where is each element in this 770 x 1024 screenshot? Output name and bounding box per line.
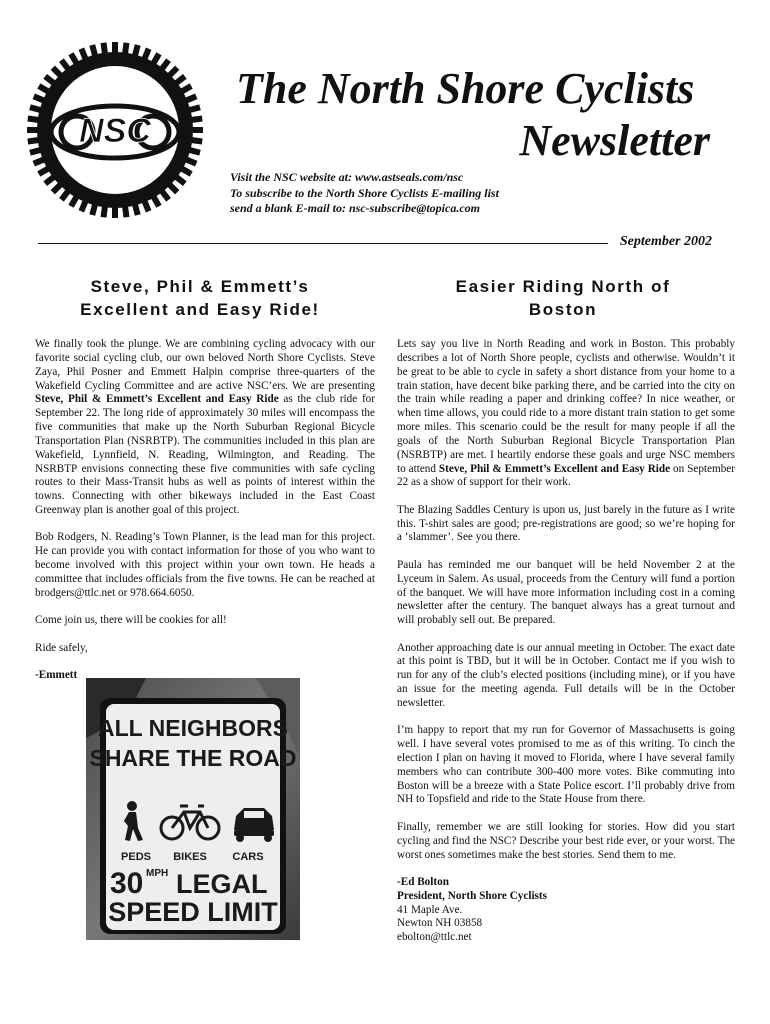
left-paragraph-4: Ride safely,	[35, 641, 88, 654]
website-line: Visit the NSC website at: www.astseals.com/nsc	[230, 170, 464, 184]
right-headline-line2: Boston	[528, 300, 598, 319]
right-paragraph-2: The Blazing Saddles Century is upon us, just barely in the future as I write this. T-shirt sales are good; pre-registrations are good; so we’re hoping for a ‘slammer’. See you there.	[397, 503, 735, 544]
left-article-headline	[40, 275, 360, 321]
right-article-headline	[398, 275, 728, 321]
ride-name-bold: Steve, Phil & Emmett’s Excellent and Easy Ride	[35, 393, 279, 406]
left-signature: -Emmett	[35, 668, 78, 681]
signature-address-line2: Newton NH 03858	[397, 917, 483, 930]
newsletter-title-line1: The North Shore Cyclists	[236, 64, 695, 113]
signature-name: -Ed Bolton	[397, 875, 449, 888]
right-paragraph-1: Lets say you live in North Reading and work in Boston. This probably describes a lot of North Shore people, cyclists and otherwise. Wouldn’t it be great to be able to cycle in safety a short distance from your home to a train station, have decent bike parking there, and be carried into the city on the train while reading a paper and drinking coffee? In nice weather, or when time allows, you could ride to a more distant train station to get some more miles. This scenario could be the result for many people if all the goals of the North Suburban Regional Bicycle Transportation Plan (NSRBTP) are met. I heartily endorse these goals and urge NSC members to attend Steve, Phil & Emmett’s Excellent and Easy Ride on September 22 as a show of support for their work.	[397, 338, 735, 489]
left-headline-line1: Steve, Phil & Emmett’s	[90, 277, 310, 296]
left-paragraph-1: We finally took the plunge. We are combining cycling advocacy with our favorite social cycling club, our own beloved North Shore Cyclists. Steve Zaya, Phil Posner and Emmett Halpin comprise three-quarters of the Wakefield Cycling Committee and are active NSC’ers. We are presenting Steve, Phil & Emmett’s Excellent and Easy Ride as the club ride for September 22. The long ride of approximately 30 miles will encompass the five communities that make up the North Suburban Regional Bicycle Transportation Plan (NSRBTP). The communities included in this plan are Wakefield, Lynnfield, N. Reading, Wilmington, and Reading. The NSRBTP envisions connecting these five communities with safe cycling routes to their Mass-Transit hubs as well as points of interest within the towns. Connecting with other bikeways included in the East Coast Greenway plan is another goal of this project.	[35, 338, 375, 517]
masthead-info	[230, 170, 499, 217]
right-article-body	[397, 338, 735, 945]
sign-speed-number: 30	[110, 867, 144, 900]
sign-legal: LEGAL	[176, 869, 268, 899]
right-paragraph-6: Finally, remember we are still looking for stories. How did you start cycling and find the NSC? Describe your best ride ever, or your worst. The worst ones sometimes make the best stories. Send them to me.	[397, 820, 735, 861]
share-the-road-sign-photo	[86, 678, 300, 940]
logo-text: NSC	[79, 112, 151, 150]
right-paragraph-3: Paula has reminded me our banquet will be held November 2 at the Lyceum in Salem. As usual, proceeds from the Century will fund a portion of the banquet. We will have more information including cost in a coming newsletter after the century. The banquet always has a great turnout and will probably sell out. Be prepared.	[397, 558, 735, 627]
sign-line1: ALL NEIGHBORS	[98, 715, 288, 741]
sign-speed-limit: SPEED LIMIT	[108, 897, 278, 927]
signature-email: ebolton@ttlc.net	[397, 931, 472, 944]
right-signature-block	[397, 876, 735, 945]
left-headline-line2: Excellent and Easy Ride!	[80, 300, 320, 319]
right-headline-line1: Easier Riding North of	[455, 277, 671, 296]
newsletter-title-line2: Newsletter	[519, 116, 710, 165]
masthead-rule	[38, 243, 608, 244]
ride-name-bold: Steve, Phil & Emmett’s Excellent and Easy Ride	[438, 462, 671, 475]
left-article-body	[35, 338, 375, 696]
sign-peds: PEDS	[121, 851, 151, 863]
signature-address-line1: 41 Maple Ave.	[397, 903, 463, 916]
sign-line2: SHARE THE ROAD	[89, 745, 297, 771]
sign-bikes: BIKES	[173, 851, 207, 863]
subscribe-line: To subscribe to the North Shore Cyclists E-mailing list	[230, 185, 499, 200]
left-paragraph-2: Bob Rodgers, N. Reading’s Town Planner, is the lead man for this project. He can provide you with contact information for those of you who want to become involved with this project within your own town. He heads a committee that includes officials from the five towns. He can be reached at brodgers@ttlc.net or 978.664.6050.	[35, 531, 375, 599]
right-paragraph-4: Another approaching date is our annual meeting in October. The exact date at this point is TBD, but it will be in October. Contact me if you wish to run for any of the club’s elected positions (including mine), or if you have an issue for the meeting agenda. Full details will be in the October newsletter.	[397, 641, 735, 709]
sign-cars: CARS	[232, 851, 264, 863]
left-paragraph-3: Come join us, there will be cookies for all!	[35, 614, 227, 627]
subscribe-email-line: send a blank E-mail to: nsc-subscribe@topica.com	[230, 201, 480, 215]
sign-speed-unit: MPH	[146, 868, 169, 879]
nsc-logo	[25, 40, 205, 220]
issue-date: September 2002	[619, 234, 712, 249]
right-paragraph-5: I’m happy to report that my run for Governor of Massachusetts is going well. I have several votes promised to me as of this writing. To cinch the election I plan on having it moved to Florida, where I have several family members who can contribute 300-400 more votes. Bike commuting into Boston will be a breeze with a State Police escort. I’ll probably drive from NH to Topsfield and ride to the State House from there.	[397, 724, 735, 806]
signature-title: President, North Shore Cyclists	[397, 889, 547, 902]
